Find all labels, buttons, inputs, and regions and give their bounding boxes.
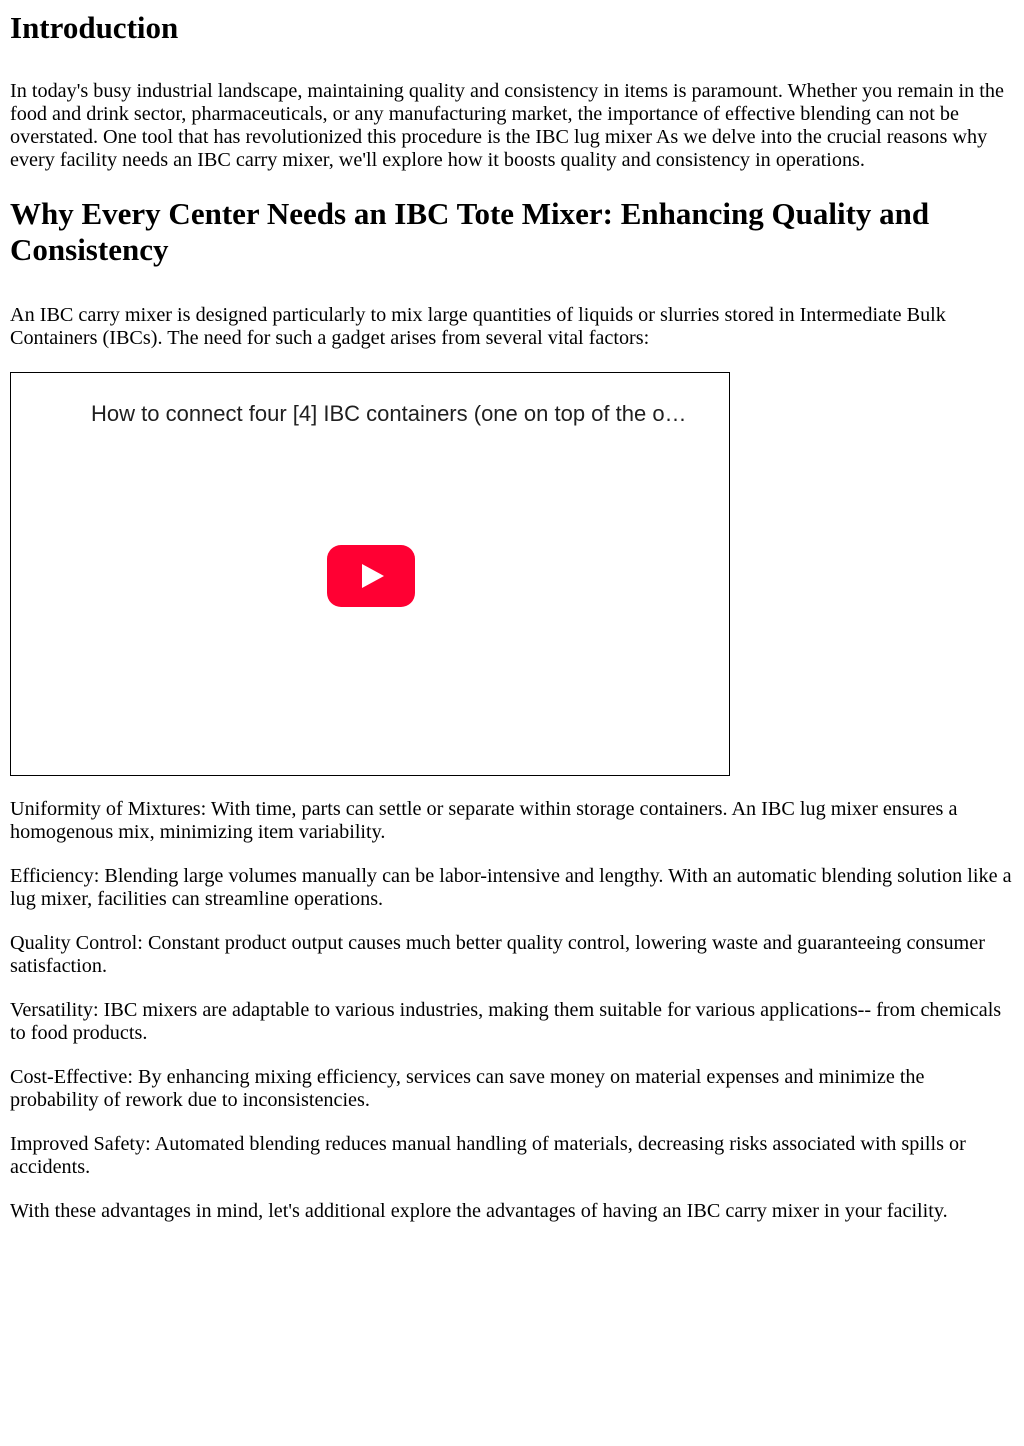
list-item: Efficiency: Blending large volumes manually can be labor-intensive and lengthy. With an automatic blending solution like a lug mixer, facilities can streamline operations.	[10, 865, 1012, 910]
section-paragraph: An IBC carry mixer is designed particularly to mix large quantities of liquids or slurries stored in Intermediate Bulk Containers (IBCs). The need for such a gadget arises from several vital factors:	[10, 304, 946, 349]
list-item: Quality Control: Constant product output causes much better quality control, lowering waste and guaranteeing consumer satisfaction.	[10, 932, 985, 977]
benefits-list	[10, 798, 1014, 1179]
list-item: Uniformity of Mixtures: With time, parts can settle or separate within storage containers. An IBC lug mixer ensures a homogenous mix, minimizing item variability.	[10, 798, 958, 843]
video-embed[interactable]	[10, 372, 730, 776]
list-item: Improved Safety: Automated blending reduces manual handling of materials, decreasing risks associated with spills or accidents.	[10, 1133, 966, 1178]
section-heading: Why Every Center Needs an IBC Tote Mixer: Enhancing Quality and Consistency	[10, 196, 930, 267]
intro-paragraph: In today's busy industrial landscape, maintaining quality and consistency in items is paramount. Whether you remain in the food and drink sector, pharmaceuticals, or any manufacturing market, the importance of effective blending can not be overstated. One tool that has revolutionized this procedure is the IBC lug mixer As we delve into the crucial reasons why every facility needs an IBC carry mixer, we'll explore how it boosts quality and consistency in operations.	[10, 80, 1004, 171]
video-title[interactable]: How to connect four [4] IBC containers (one on top of the o…	[91, 401, 687, 426]
intro-heading: Introduction	[10, 10, 179, 45]
list-item: Versatility: IBC mixers are adaptable to various industries, making them suitable for various applications-- from chemicals to food products.	[10, 999, 1002, 1044]
youtube-play-icon[interactable]	[327, 545, 415, 607]
list-item: Cost-Effective: By enhancing mixing efficiency, services can save money on material expenses and minimize the probability of rework due to inconsistencies.	[10, 1066, 925, 1111]
closing-paragraph: With these advantages in mind, let's additional explore the advantages of having an IBC carry mixer in your facility.	[10, 1200, 948, 1222]
